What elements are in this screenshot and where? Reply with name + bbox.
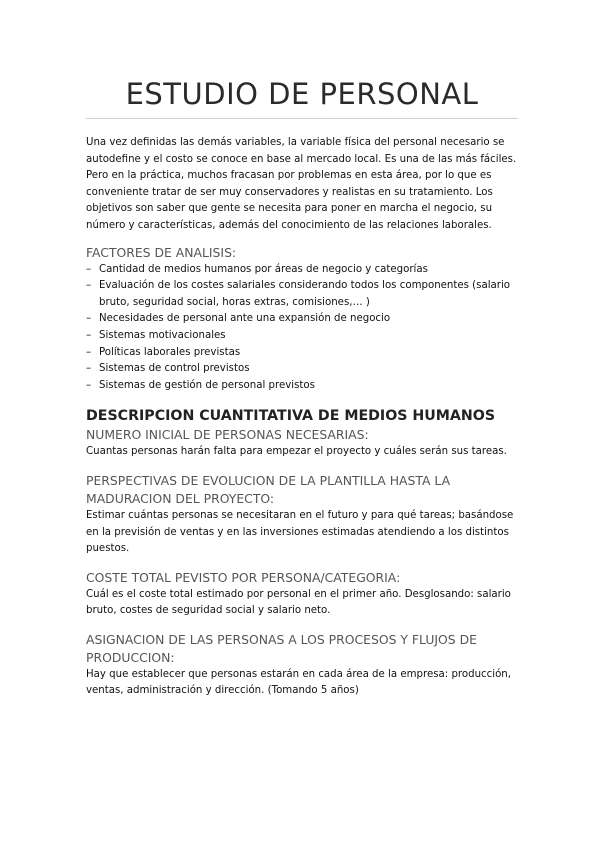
- dash-bullet: –: [86, 280, 92, 292]
- section-block: [86, 631, 518, 700]
- list-item-text: Cantidad de medios humanos por áreas de negocio y categorías: [99, 263, 428, 275]
- document-page: [86, 0, 518, 700]
- factors-list: [86, 262, 518, 395]
- list-item: [86, 345, 518, 362]
- block-heading: COSTE TOTAL PEVISTO POR PERSONA/CATEGORIA:: [86, 569, 401, 585]
- intro-text: [86, 135, 518, 235]
- block-body: Hay que establecer que personas estarán en cada área de la empresa: producción, ventas, administración y dirección. (Tomando 5 años): [86, 668, 512, 697]
- section-block: [86, 472, 518, 558]
- dash-bullet: –: [86, 346, 92, 358]
- section-block: [86, 569, 518, 620]
- list-item: [86, 311, 518, 328]
- block-body: Cuál es el coste total estimado por personal en el primer año. Desglosando: salario bruto, costes de seguridad social y salario neto.: [86, 588, 511, 617]
- list-item: [86, 262, 518, 279]
- page-title: ESTUDIO DE PERSONAL: [125, 77, 479, 111]
- section-block: [86, 426, 518, 461]
- intro-paragraph: Una vez definidas las demás variables, la variable física del personal necesario se autodefine y el costo se conoce en base al mercado local. Es una de las más fáciles.: [86, 137, 517, 165]
- block-heading: ASIGNACION DE LAS PERSONAS A LOS PROCESOS Y FLUJOS DE PRODUCCION:: [86, 631, 477, 665]
- block-heading: PERSPECTIVAS DE EVOLUCION DE LA PLANTILLA HASTA LA MADURACION DEL PROYECTO:: [86, 472, 451, 506]
- dash-bullet: –: [86, 363, 92, 375]
- list-item: [86, 278, 518, 311]
- list-item-text: Sistemas de control previstos: [99, 363, 250, 375]
- block-body: Estimar cuántas personas se necesitaran en el futuro y para qué tareas; basándose en la previsión de ventas y en las inversiones estimadas atendiendo a los distintos puestos.: [86, 509, 514, 555]
- list-item-text: Necesidades de personal ante una expansión de negocio: [99, 313, 391, 325]
- dash-bullet: –: [86, 313, 92, 325]
- intro-paragraph: Pero en la práctica, muchos fracasan por problemas en esta área, por lo que es conveniente tratar de ser muy conservadores y realistas en su tratamiento. Los objetivos son saber que gente se necesita para poner en marcha el negocio, su número y características, además del conocimiento de las relaciones laborales.: [86, 170, 493, 231]
- list-item: [86, 378, 518, 395]
- title-divider: [86, 118, 518, 119]
- list-item-text: Sistemas de gestión de personal previstos: [99, 379, 315, 391]
- dash-bullet: –: [86, 379, 92, 391]
- list-item-text: Políticas laborales previstas: [99, 346, 241, 358]
- dash-bullet: –: [86, 329, 92, 341]
- section-title: DESCRIPCION CUANTITATIVA DE MEDIOS HUMANOS: [86, 408, 496, 425]
- list-item-text: Sistemas motivacionales: [99, 329, 226, 341]
- list-item-text: Evaluación de los costes salariales considerando todos los componentes (salario bruto, seguridad social, horas extras, comisiones,… ): [99, 280, 511, 308]
- block-body: Cuantas personas harán falta para empezar el proyecto y cuáles serán sus tareas.: [86, 446, 507, 458]
- block-heading: NUMERO INICIAL DE PERSONAS NECESARIAS:: [86, 427, 369, 443]
- list-item: [86, 328, 518, 345]
- dash-bullet: –: [86, 263, 92, 275]
- factors-heading: FACTORES DE ANALISIS:: [86, 244, 237, 260]
- list-item: [86, 361, 518, 378]
